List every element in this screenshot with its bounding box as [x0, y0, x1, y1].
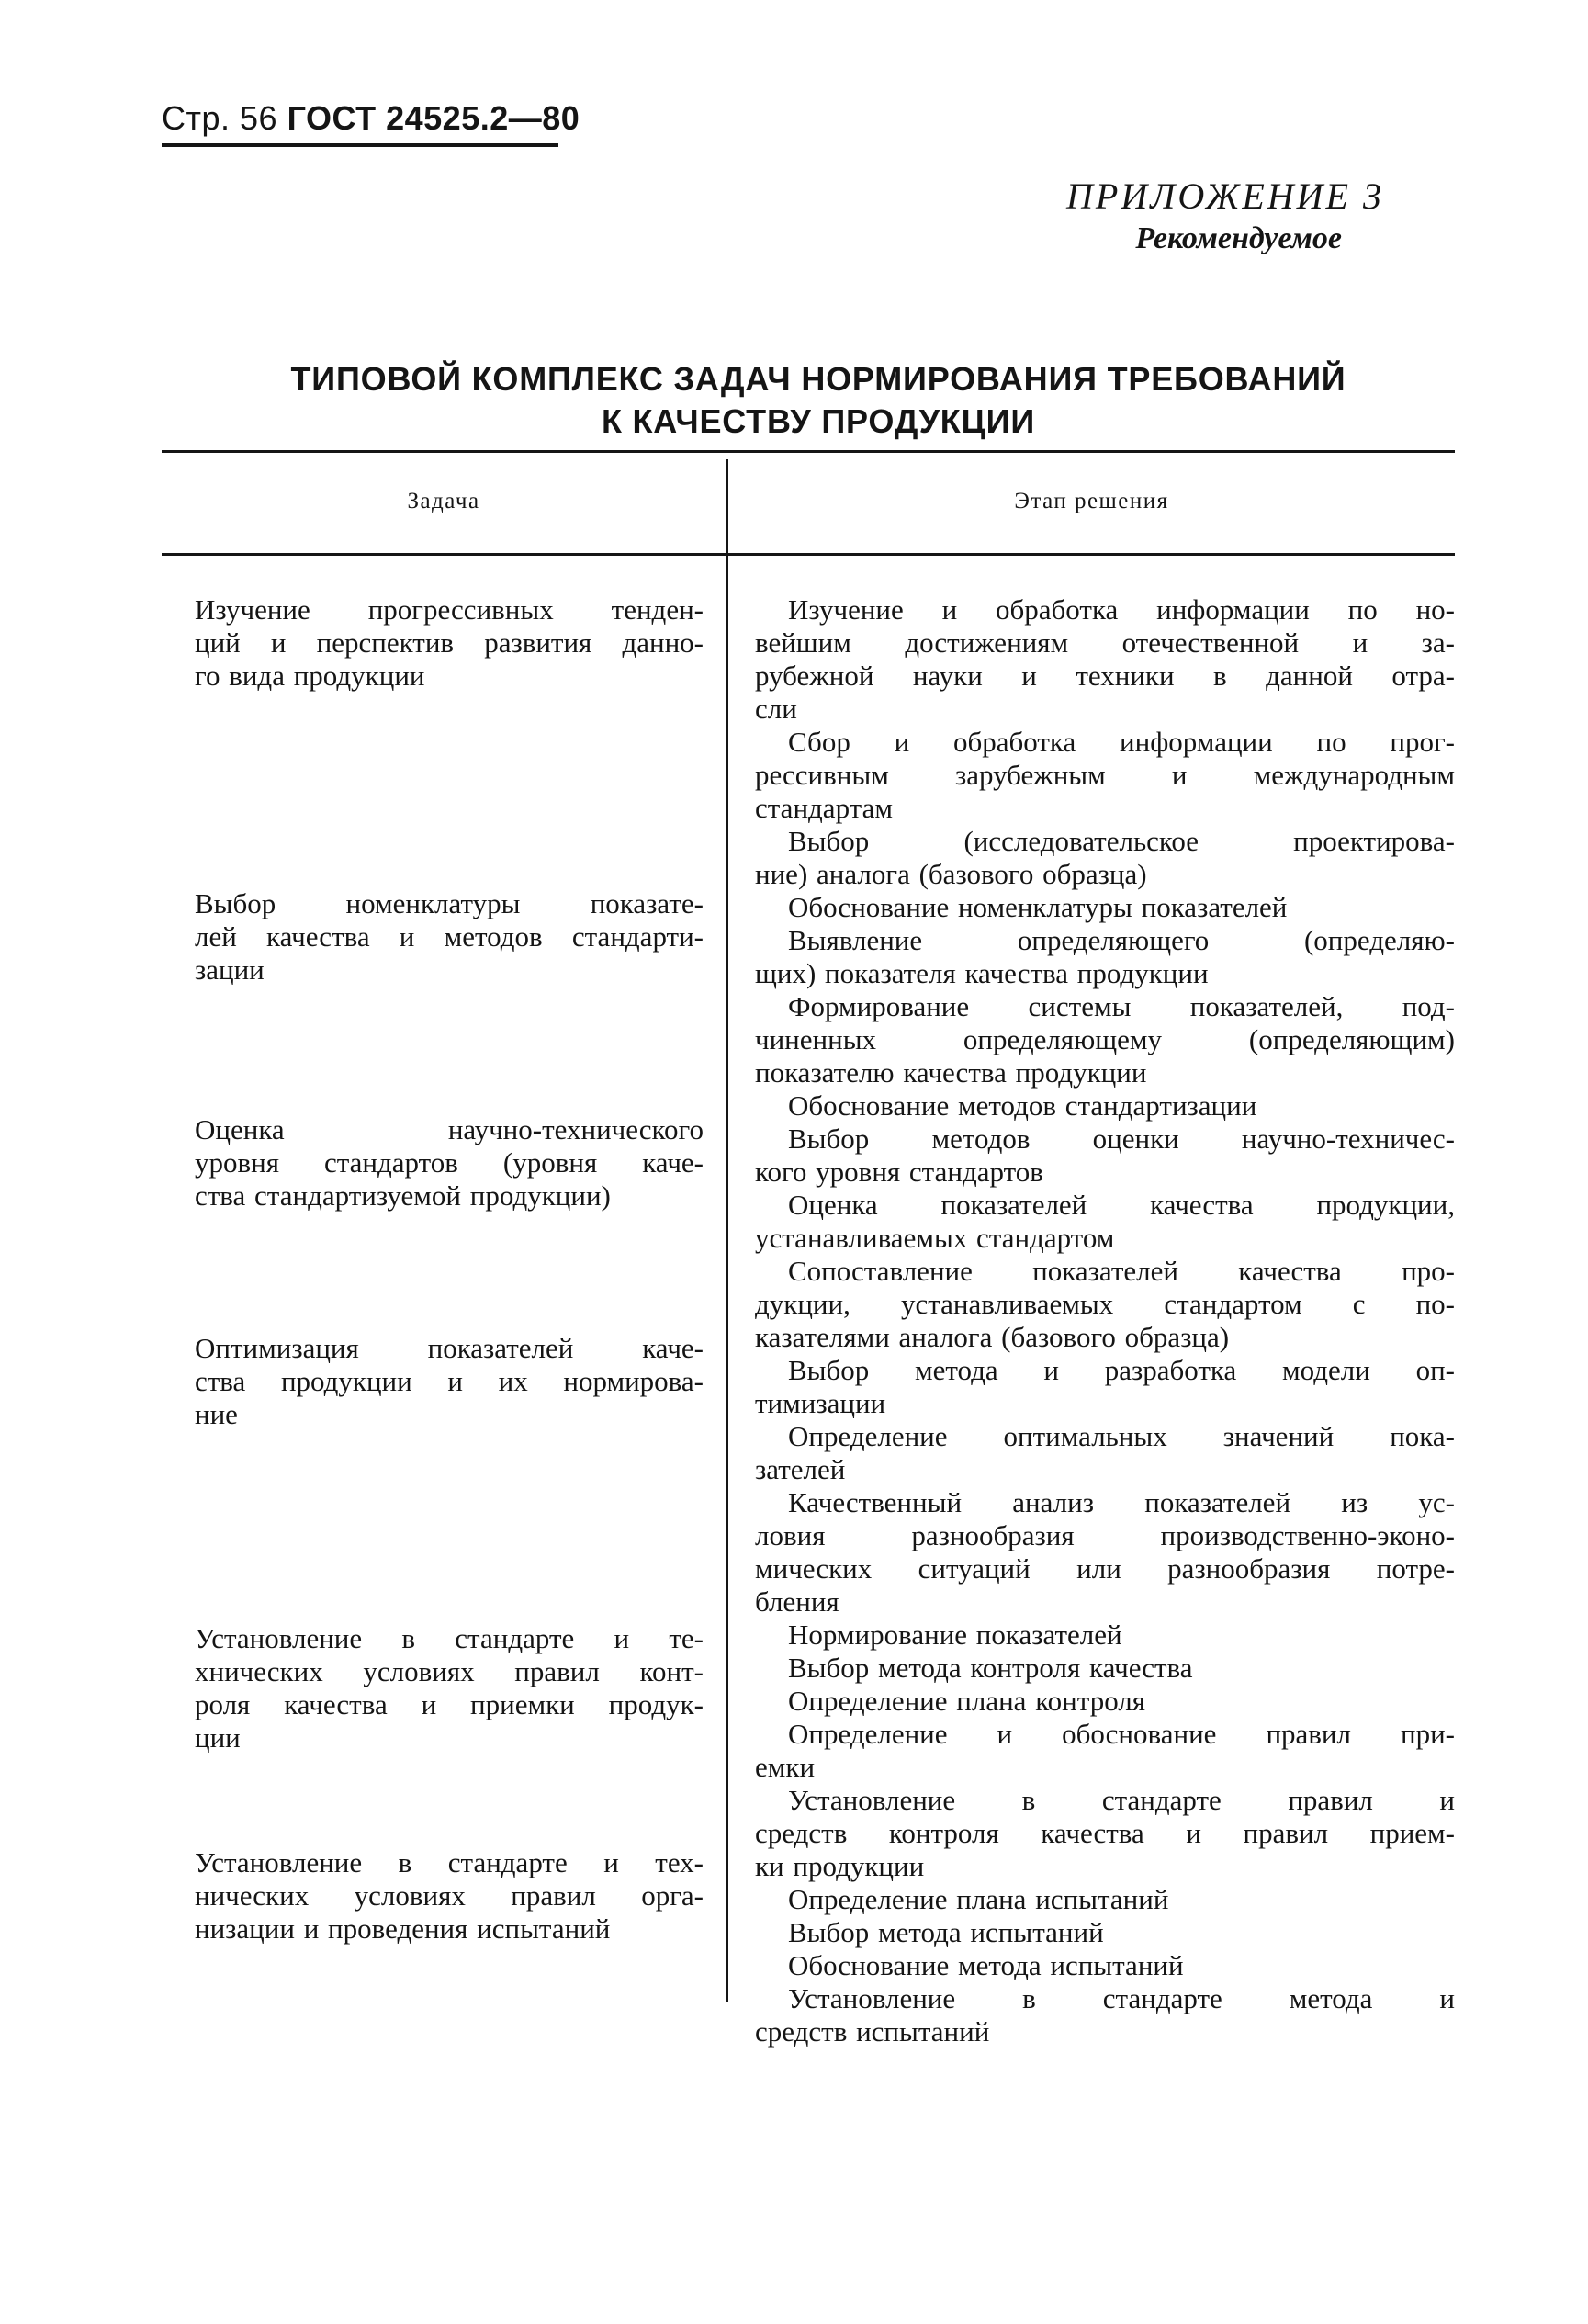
table-top-rule	[162, 450, 1455, 453]
appendix-note: Рекомендуемое	[1135, 221, 1342, 255]
stage-line: показателю качества продукции	[755, 1056, 1147, 1089]
task-line: Установление в стандарте и тех-	[195, 1846, 704, 1878]
task-cell	[195, 887, 704, 987]
appendix-title: ПРИЛОЖЕНИЕ 3	[1066, 175, 1384, 217]
task-line: хнических условиях правил конт-	[195, 1655, 704, 1687]
page-header	[162, 99, 580, 138]
stage-line: сли	[755, 693, 797, 725]
stage-line: мических ситуаций или разнообразия потре-	[755, 1552, 1455, 1585]
stage-item	[755, 825, 1455, 891]
task-line: ства продукции и их нормирова-	[195, 1365, 704, 1397]
stage-line: Оценка показателей качества продукции,	[788, 1189, 1455, 1221]
stage-line: дукции, устанавливаемых стандартом с по-	[755, 1288, 1455, 1320]
stage-line: Установление в стандарте правил и	[788, 1784, 1455, 1816]
task-line: зации	[195, 953, 265, 986]
stage-item	[755, 726, 1455, 825]
task-line: нических условиях правил орга-	[195, 1879, 704, 1912]
stage-line: рессивным зарубежным и международным	[755, 759, 1455, 791]
stage-line: средств испытаний	[755, 2015, 990, 2048]
task-cell	[195, 1332, 704, 1431]
stage-item	[755, 1652, 1455, 1685]
task-cell	[195, 1113, 704, 1213]
standard-number: ГОСТ 24525.2—80	[287, 99, 580, 137]
stage-item	[755, 924, 1455, 990]
stage-item	[755, 1420, 1455, 1486]
stage-line: рубежной науки и техники в данной отра-	[755, 660, 1455, 692]
table-header-rule	[162, 553, 1455, 556]
column-header-stage: Этап решения	[1014, 489, 1169, 513]
task-line: Оценка научно-технического	[195, 1113, 704, 1145]
stage-line: бления	[755, 1585, 839, 1618]
task-line: ции	[195, 1721, 241, 1754]
stage-item	[755, 593, 1455, 726]
stage-item	[755, 1189, 1455, 1255]
stage-line: Выбор метода и разработка модели оп-	[788, 1354, 1455, 1386]
stage-line: Изучение и обработка информации по но-	[788, 593, 1455, 626]
stage-item	[755, 1619, 1455, 1652]
stage-line: Обоснование номенклатуры показателей	[788, 891, 1288, 923]
stage-line: тимизации	[755, 1387, 886, 1419]
stage-line: Установление в стандарте метода и	[788, 1982, 1455, 2014]
task-cell	[195, 1622, 704, 1754]
stage-line: Сопоставление показателей качества про-	[788, 1255, 1455, 1287]
task-line: Выбор номенклатуры показате-	[195, 887, 704, 919]
stage-item	[755, 1123, 1455, 1189]
stage-item	[755, 1784, 1455, 1883]
stage-line: емки	[755, 1751, 816, 1783]
stage-column	[755, 593, 1455, 2048]
column-header-task: Задача	[407, 489, 480, 513]
stage-line: Качественный анализ показателей из ус-	[788, 1486, 1455, 1518]
task-line: Оптимизация показателей каче-	[195, 1332, 704, 1364]
stage-line: Формирование системы показателей, под-	[788, 990, 1455, 1022]
task-line: роля качества и приемки продук-	[195, 1688, 704, 1720]
stage-line: Определение и обоснование правил при-	[788, 1718, 1455, 1750]
page-number: Стр. 56	[162, 99, 278, 137]
stage-line: ние) аналога (базового образца)	[755, 858, 1147, 890]
stage-line: Выбор (исследовательское проектирова-	[788, 825, 1455, 857]
stage-item	[755, 1089, 1455, 1123]
stage-line: вейшим достижениям отечественной и за-	[755, 626, 1455, 659]
task-cell	[195, 593, 704, 693]
stage-item	[755, 1486, 1455, 1619]
stage-line: чиненных определяющему (определяющим)	[755, 1023, 1455, 1055]
stage-line: Определение плана контроля	[788, 1685, 1146, 1717]
task-line: ства стандартизуемой продукции)	[195, 1179, 611, 1212]
stage-line: щих) показателя качества продукции	[755, 957, 1209, 989]
task-line: ние	[195, 1398, 238, 1430]
task-line: го вида продукции	[195, 660, 425, 692]
stage-item	[755, 1718, 1455, 1784]
stage-line: Нормирование показателей	[788, 1619, 1122, 1651]
stage-item	[755, 990, 1455, 1089]
stage-line: ловия разнообразия производственно-эконо-	[755, 1519, 1455, 1551]
stage-line: стандартам	[755, 792, 893, 824]
stage-item	[755, 1685, 1455, 1718]
document-title-line-2: К КАЧЕСТВУ ПРОДУКЦИИ	[601, 402, 1036, 440]
stage-line: Выявление определяющего (определяю-	[788, 924, 1455, 956]
document-title	[162, 358, 1475, 443]
stage-line: Определение плана испытаний	[788, 1883, 1169, 1915]
task-line: ций и перспектив развития данно-	[195, 626, 704, 659]
header-rule	[162, 143, 558, 147]
stage-item	[755, 1354, 1455, 1420]
task-line: Установление в стандарте и те-	[195, 1622, 704, 1654]
stage-item	[755, 1883, 1455, 1916]
task-line: Изучение прогрессивных тенден-	[195, 593, 704, 626]
stage-line: Сбор и обработка информации по прог-	[788, 726, 1455, 758]
stage-line: кого уровня стандартов	[755, 1156, 1043, 1188]
stage-line: зателей	[755, 1453, 846, 1485]
stage-line: средств контроля качества и правил прием-	[755, 1817, 1455, 1849]
stage-line: Выбор метода испытаний	[788, 1916, 1104, 1948]
stage-line: ки продукции	[755, 1850, 925, 1882]
task-cell	[195, 1846, 704, 1946]
stage-line: Определение оптимальных значений пока-	[788, 1420, 1455, 1452]
stage-item	[755, 1255, 1455, 1354]
appendix-label	[1066, 175, 1384, 259]
document-title-line-1: ТИПОВОЙ КОМПЛЕКС ЗАДАЧ НОРМИРОВАНИЯ ТРЕБОВАНИЙ	[290, 360, 1346, 398]
stage-line: Выбор метода контроля качества	[788, 1652, 1193, 1684]
column-divider	[726, 459, 728, 2002]
stage-item	[755, 891, 1455, 924]
task-line: уровня стандартов (уровня каче-	[195, 1146, 704, 1179]
stage-item	[755, 1982, 1455, 2048]
stage-item	[755, 1949, 1455, 1982]
stage-line: Обоснование методов стандартизации	[788, 1089, 1257, 1122]
task-line: низации и проведения испытаний	[195, 1912, 611, 1945]
task-line: лей качества и методов стандарти-	[195, 920, 704, 953]
stage-line: казателями аналога (базового образца)	[755, 1321, 1230, 1353]
stage-line: Обоснование метода испытаний	[788, 1949, 1184, 1981]
stage-line: устанавливаемых стандартом	[755, 1222, 1115, 1254]
stage-line: Выбор методов оценки научно-техничес-	[788, 1123, 1455, 1155]
stage-item	[755, 1916, 1455, 1949]
